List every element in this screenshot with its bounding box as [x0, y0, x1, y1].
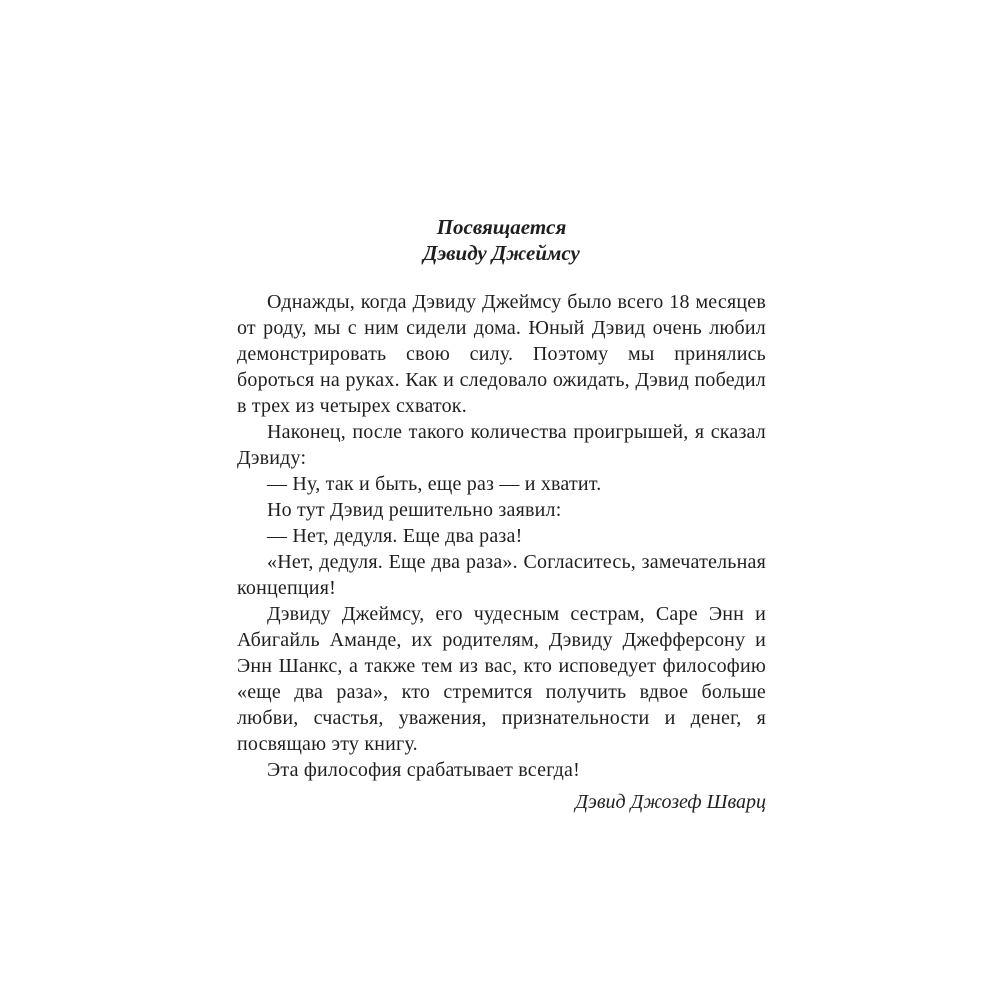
paragraph-2: Наконец, после такого количества проигрышей, я сказал Дэвиду:	[237, 421, 766, 469]
author-signature: Дэвид Джозеф Шварц	[575, 791, 766, 813]
paragraph-5-dialogue: — Нет, дедуля. Еще два раза!	[267, 525, 523, 547]
paragraph-1: Однажды, когда Дэвиду Джеймсу было всего 18 месяцев от роду, мы с ним сидели дома. Юный Дэвид очень любил демонстрировать свою силу. Поэтому мы принялись бороться на руках. Как и следовало ожидать, Дэвид победил в трех из четырех схваток.	[237, 291, 766, 417]
paragraph-7: Дэвиду Джеймсу, его чудесным сестрам, Саре Энн и Абигайль Аманде, их родителям, Дэвиду Джефферсону и Энн Шанкс, а также тем из вас, кто исповедует философию «еще два раза», кто стремится получить вдвое больше любви, счастья, уважения, признательности и денег, я посвящаю эту книгу.	[237, 603, 766, 755]
paragraph-6: «Нет, дедуля. Еще два раза». Согласитесь, замечательная концепция!	[237, 551, 766, 599]
dedication-text-block	[237, 214, 766, 815]
dedication-body	[237, 289, 766, 783]
paragraph-4: Но тут Дэвид решительно заявил:	[267, 499, 562, 521]
dedication-title-line-1: Посвящается	[436, 215, 567, 239]
dedication-title-line-2: Дэвиду Джеймсу	[423, 241, 580, 265]
paragraph-8: Эта философия срабатывает всегда!	[267, 759, 580, 781]
paragraph-3-dialogue: — Ну, так и быть, еще раз — и хватит.	[267, 473, 602, 495]
dedication-title	[237, 214, 766, 266]
